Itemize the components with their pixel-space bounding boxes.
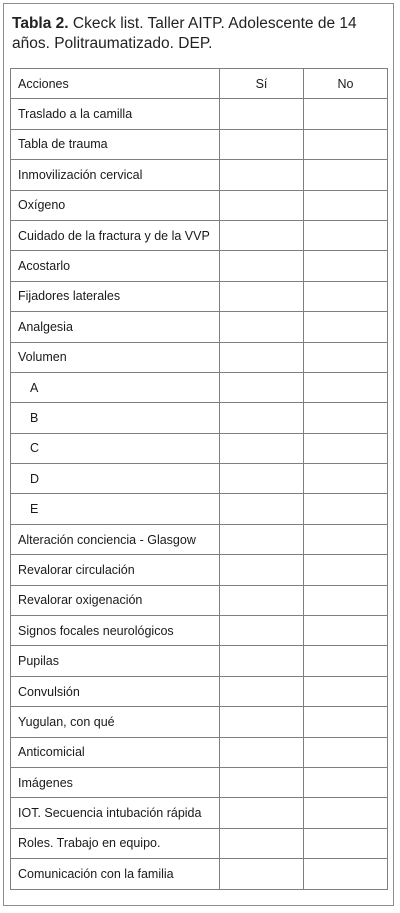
- table-row: [11, 707, 388, 737]
- no-cell: [304, 737, 388, 767]
- si-cell: [220, 190, 304, 220]
- action-cell: Yugulan, con qué: [11, 707, 220, 737]
- no-cell: [304, 798, 388, 828]
- table-row: [11, 737, 388, 767]
- si-cell: [220, 859, 304, 889]
- action-cell: Anticomicial: [11, 737, 220, 767]
- action-cell: Roles. Trabajo en equipo.: [11, 828, 220, 858]
- si-cell: [220, 342, 304, 372]
- si-cell: [220, 646, 304, 676]
- action-cell: Volumen: [11, 342, 220, 372]
- si-cell: [220, 555, 304, 585]
- si-cell: [220, 767, 304, 797]
- no-cell: [304, 220, 388, 250]
- table-row: [11, 281, 388, 311]
- action-cell: Revalorar oxigenación: [11, 585, 220, 615]
- table-row: [11, 251, 388, 281]
- table-row: [11, 312, 388, 342]
- si-cell: [220, 433, 304, 463]
- action-cell: Imágenes: [11, 767, 220, 797]
- si-cell: [220, 99, 304, 129]
- no-cell: [304, 372, 388, 402]
- action-cell: Analgesia: [11, 312, 220, 342]
- no-cell: [304, 707, 388, 737]
- no-cell: [304, 524, 388, 554]
- si-cell: [220, 220, 304, 250]
- no-cell: [304, 190, 388, 220]
- si-cell: [220, 464, 304, 494]
- no-cell: [304, 281, 388, 311]
- table-row: [11, 160, 388, 190]
- table-row: [11, 767, 388, 797]
- caption-label: Tabla 2.: [12, 15, 69, 32]
- header-row: [11, 69, 388, 99]
- si-cell: [220, 312, 304, 342]
- header-acciones: Acciones: [11, 69, 220, 99]
- no-cell: [304, 676, 388, 706]
- checklist-body: [11, 99, 388, 889]
- header-no: No: [304, 69, 388, 99]
- no-cell: [304, 585, 388, 615]
- no-cell: [304, 555, 388, 585]
- si-cell: [220, 403, 304, 433]
- table-row: [11, 555, 388, 585]
- action-cell: Tabla de trauma: [11, 129, 220, 159]
- action-cell: Revalorar circulación: [11, 555, 220, 585]
- no-cell: [304, 859, 388, 889]
- table-row: [11, 464, 388, 494]
- table-row: [11, 433, 388, 463]
- no-cell: [304, 251, 388, 281]
- no-cell: [304, 767, 388, 797]
- no-cell: [304, 342, 388, 372]
- si-cell: [220, 160, 304, 190]
- table-row: [11, 372, 388, 402]
- action-cell: Acostarlo: [11, 251, 220, 281]
- no-cell: [304, 403, 388, 433]
- si-cell: [220, 372, 304, 402]
- table-row: [11, 646, 388, 676]
- si-cell: [220, 676, 304, 706]
- action-cell: B: [11, 403, 220, 433]
- checklist-table: [10, 68, 388, 890]
- action-cell: E: [11, 494, 220, 524]
- action-cell: Traslado a la camilla: [11, 99, 220, 129]
- no-cell: [304, 464, 388, 494]
- table-row: [11, 403, 388, 433]
- si-cell: [220, 129, 304, 159]
- action-cell: D: [11, 464, 220, 494]
- action-cell: Fijadores laterales: [11, 281, 220, 311]
- no-cell: [304, 99, 388, 129]
- si-cell: [220, 524, 304, 554]
- no-cell: [304, 616, 388, 646]
- table-row: [11, 129, 388, 159]
- table-row: [11, 859, 388, 889]
- caption-text: Ckeck list. Taller AITP. Adolescente de 14 años. Politraumatizado. DEP.: [12, 15, 357, 52]
- table-row: [11, 99, 388, 129]
- action-cell: Cuidado de la fractura y de la VVP: [11, 220, 220, 250]
- si-cell: [220, 281, 304, 311]
- action-cell: Oxígeno: [11, 190, 220, 220]
- action-cell: Convulsión: [11, 676, 220, 706]
- table-row: [11, 676, 388, 706]
- table-row: [11, 585, 388, 615]
- no-cell: [304, 494, 388, 524]
- table-row: [11, 524, 388, 554]
- action-cell: A: [11, 372, 220, 402]
- no-cell: [304, 312, 388, 342]
- action-cell: C: [11, 433, 220, 463]
- table-row: [11, 190, 388, 220]
- si-cell: [220, 616, 304, 646]
- table-caption: [12, 14, 372, 54]
- table-row: [11, 342, 388, 372]
- table-row: [11, 220, 388, 250]
- si-cell: [220, 828, 304, 858]
- table-row: [11, 798, 388, 828]
- action-cell: Pupilas: [11, 646, 220, 676]
- si-cell: [220, 707, 304, 737]
- si-cell: [220, 585, 304, 615]
- action-cell: Inmovilización cervical: [11, 160, 220, 190]
- table-row: [11, 494, 388, 524]
- no-cell: [304, 646, 388, 676]
- si-cell: [220, 737, 304, 767]
- no-cell: [304, 828, 388, 858]
- si-cell: [220, 494, 304, 524]
- no-cell: [304, 433, 388, 463]
- si-cell: [220, 798, 304, 828]
- action-cell: IOT. Secuencia intubación rápida: [11, 798, 220, 828]
- si-cell: [220, 251, 304, 281]
- header-si: Sí: [220, 69, 304, 99]
- table-row: [11, 828, 388, 858]
- action-cell: Alteración conciencia - Glasgow: [11, 524, 220, 554]
- action-cell: Comunicación con la familia: [11, 859, 220, 889]
- table-row: [11, 616, 388, 646]
- action-cell: Signos focales neurológicos: [11, 616, 220, 646]
- no-cell: [304, 160, 388, 190]
- no-cell: [304, 129, 388, 159]
